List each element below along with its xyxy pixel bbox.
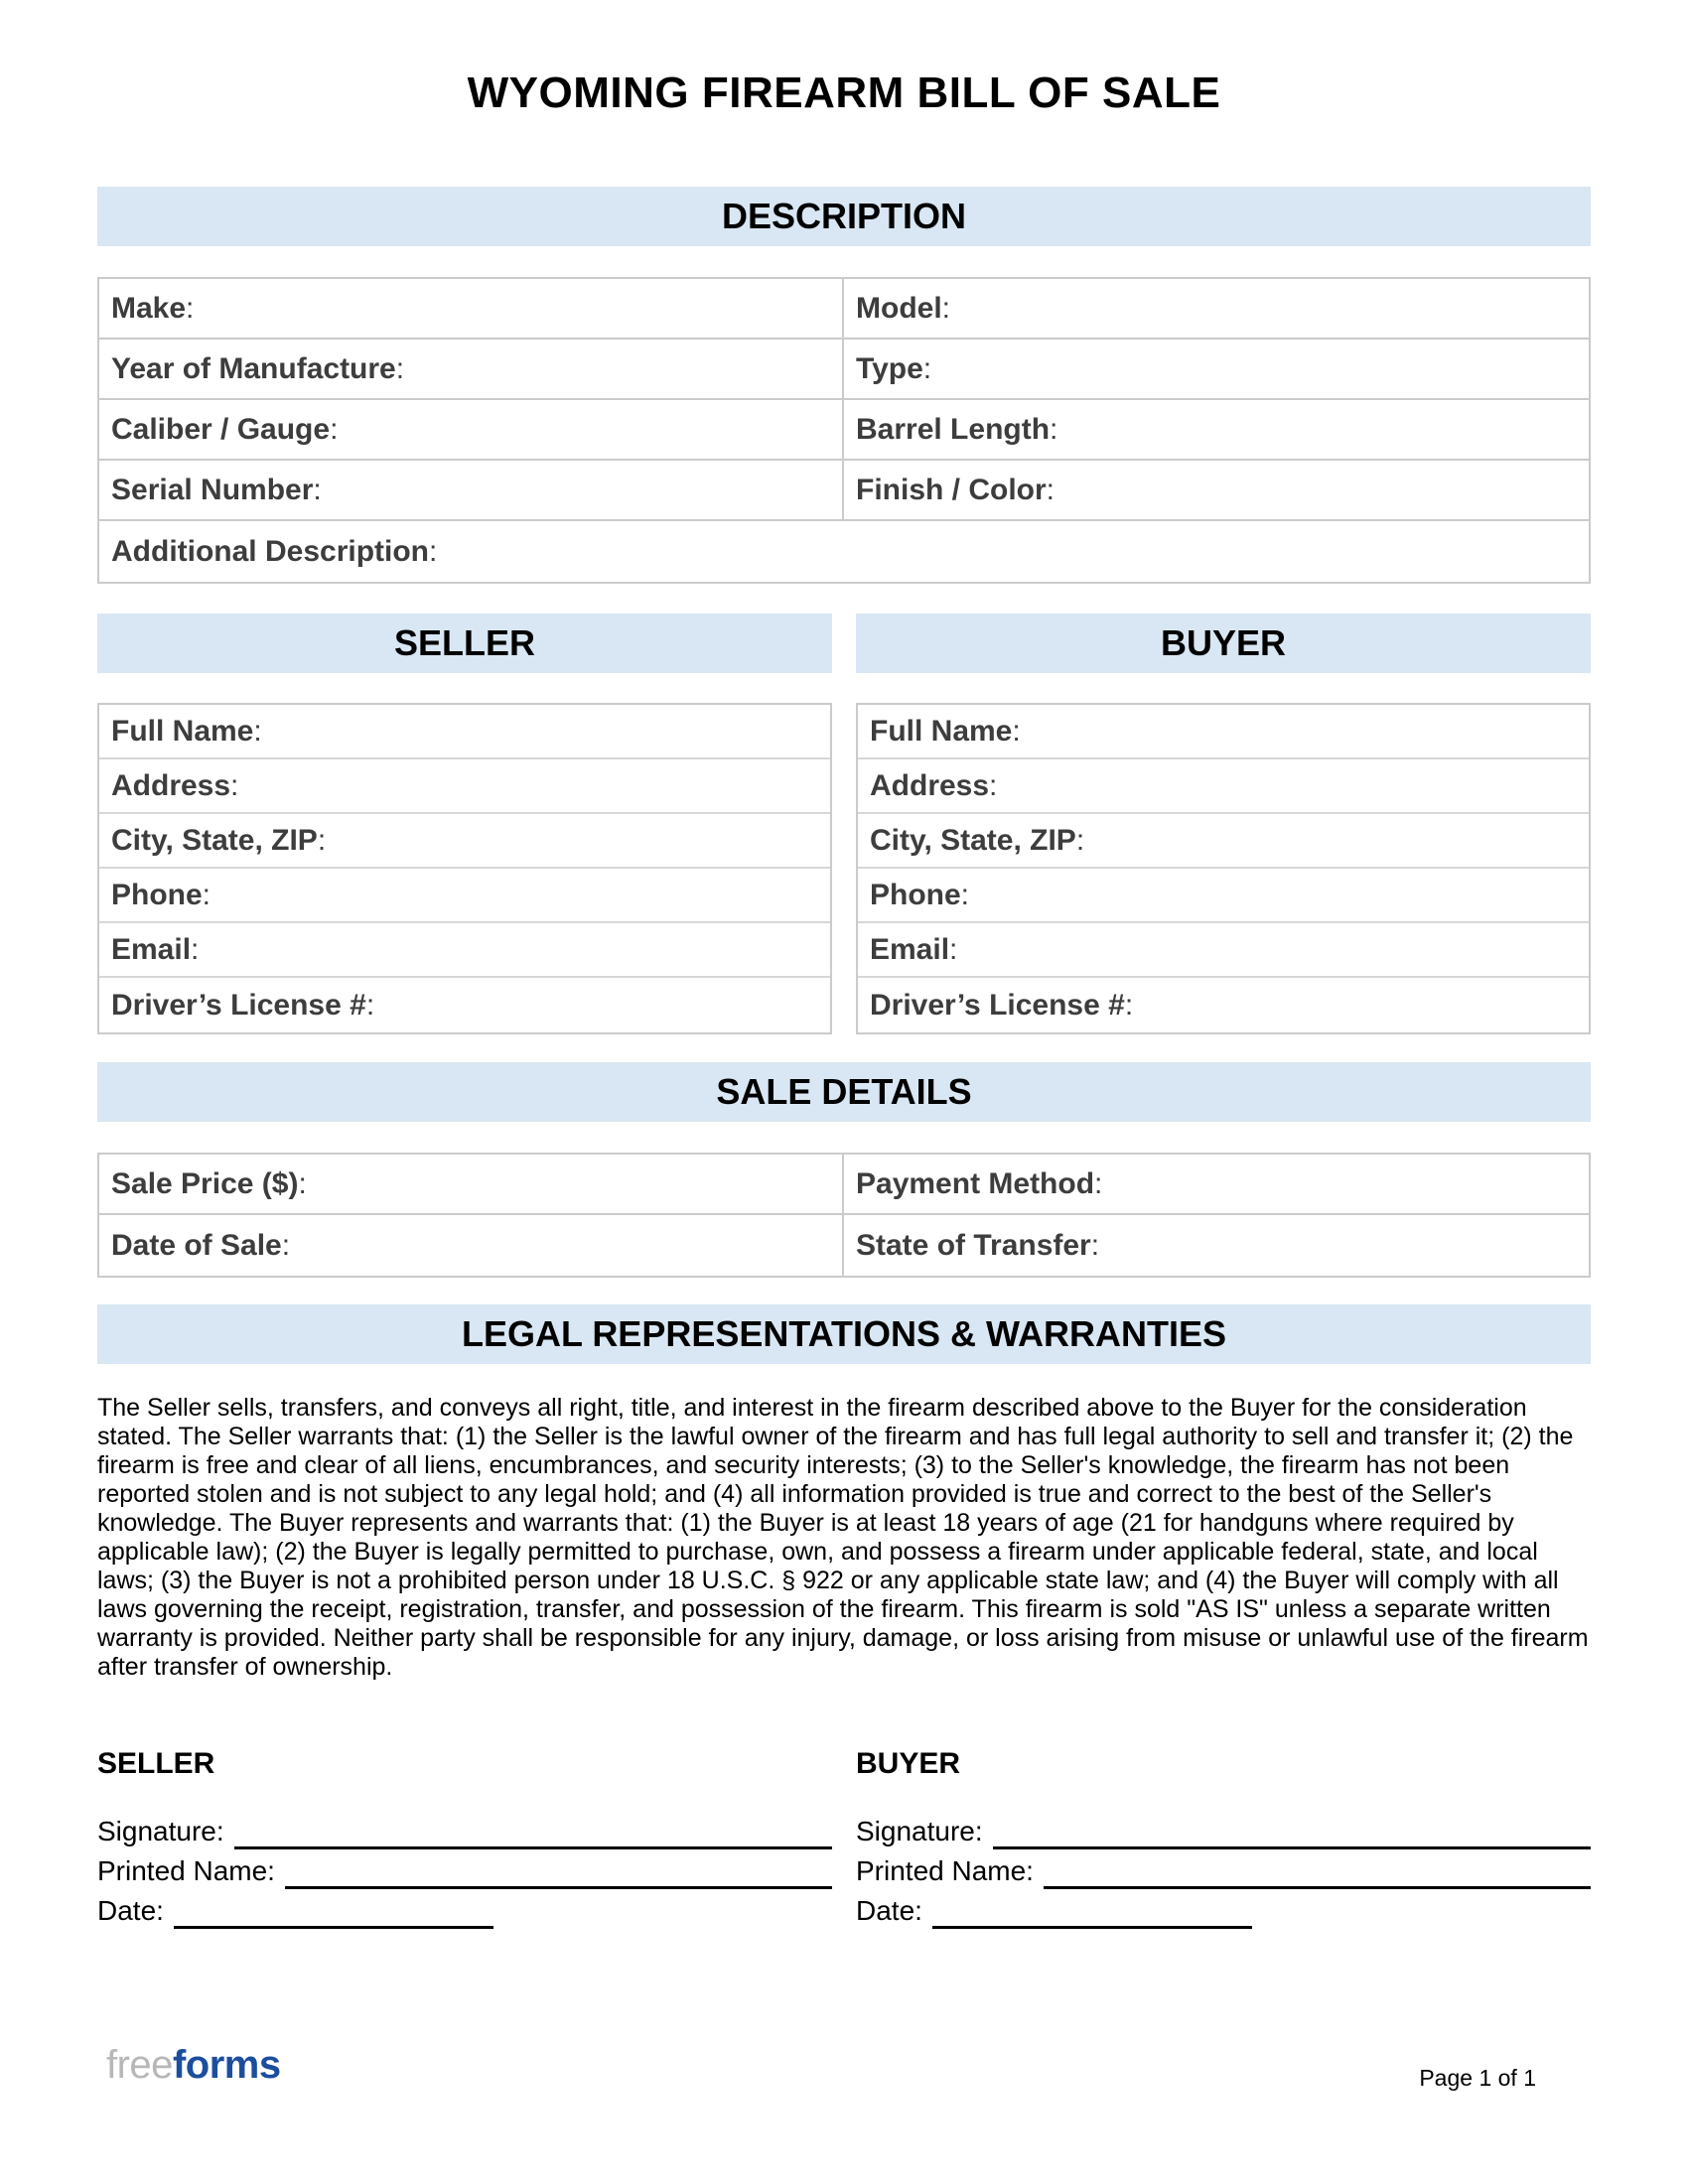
field-label: Sale Price ($) xyxy=(111,1166,299,1200)
table-cell xyxy=(99,1215,844,1276)
signature-field-label: Signature: xyxy=(856,1816,983,1846)
section-header-description: DESCRIPTION xyxy=(97,187,1591,246)
signature-line xyxy=(174,1899,493,1929)
field-label-colon: : xyxy=(949,932,958,966)
table-row xyxy=(858,923,1589,978)
table-row xyxy=(99,869,830,923)
signature-row xyxy=(97,1849,832,1889)
field-label: State of Transfer xyxy=(856,1228,1091,1262)
field-label-colon: : xyxy=(313,473,322,506)
table-cell xyxy=(844,1215,1589,1276)
field-label-colon: : xyxy=(1012,714,1021,748)
field-label-colon: : xyxy=(1046,473,1055,506)
table-row xyxy=(99,521,1589,582)
field-label: Full Name xyxy=(111,714,254,748)
field-label: City, State, ZIP xyxy=(870,823,1076,857)
field-label: Email xyxy=(870,932,950,966)
table-cell xyxy=(99,279,844,338)
field-label-colon: : xyxy=(1090,1228,1100,1262)
field-label-colon: : xyxy=(186,291,195,325)
field-label: Email xyxy=(111,932,192,966)
signature-line xyxy=(234,1820,832,1849)
document-content xyxy=(97,0,1591,1929)
buyer-table xyxy=(856,703,1591,1034)
page-number: Page 1 of 1 xyxy=(1419,2065,1536,2091)
field-label: Caliber / Gauge xyxy=(111,412,331,446)
field-label: Address xyxy=(111,768,231,802)
field-label-colon: : xyxy=(317,823,327,857)
table-cell xyxy=(99,340,844,398)
page-title: WYOMING FIREARM BILL OF SALE xyxy=(467,68,1221,117)
logo-text-free: free xyxy=(106,2043,173,2087)
field-label-colon: : xyxy=(989,768,998,802)
seller-table xyxy=(97,703,832,1034)
buyer-signature-rows xyxy=(856,1810,1591,1929)
signature-line xyxy=(285,1859,832,1889)
table-row xyxy=(99,814,830,869)
seller-signature-rows xyxy=(97,1810,832,1929)
table-row xyxy=(858,705,1589,759)
signature-field-label: Date: xyxy=(97,1895,164,1926)
section-header-buyer: BUYER xyxy=(856,614,1591,673)
freeforms-logo xyxy=(106,2041,281,2089)
field-label: Address xyxy=(870,768,990,802)
table-cell xyxy=(844,279,1589,338)
field-label: Type xyxy=(856,351,923,385)
field-label: Full Name xyxy=(870,714,1013,748)
table-row xyxy=(99,978,830,1032)
seller-signature-block xyxy=(97,1746,832,1929)
table-cell xyxy=(99,521,1589,582)
table-cell xyxy=(99,400,844,459)
field-label: City, State, ZIP xyxy=(111,823,318,857)
sale-details-table xyxy=(97,1153,1591,1278)
table-row xyxy=(99,705,830,759)
field-label: Make xyxy=(111,291,187,325)
field-label: Phone xyxy=(870,878,961,911)
field-label-colon: : xyxy=(395,351,405,385)
buyer-signature-block xyxy=(856,1746,1591,1929)
signature-line xyxy=(1044,1859,1591,1889)
party-tables-row xyxy=(97,703,1591,1034)
field-label: Driver’s License # xyxy=(870,988,1125,1022)
field-label: Finish / Color xyxy=(856,473,1047,506)
field-label-colon: : xyxy=(1075,823,1085,857)
table-row xyxy=(99,279,1589,340)
signature-row xyxy=(97,1810,832,1849)
field-label-colon: : xyxy=(429,534,438,568)
signature-field-label: Printed Name: xyxy=(97,1855,275,1886)
party-header-row xyxy=(97,614,1591,673)
field-label-colon: : xyxy=(960,878,970,911)
signature-section xyxy=(97,1746,1591,1929)
table-row xyxy=(858,978,1589,1032)
table-row xyxy=(858,869,1589,923)
field-label-colon: : xyxy=(191,932,200,966)
table-cell xyxy=(844,400,1589,459)
field-label-colon: : xyxy=(1094,1166,1103,1200)
section-header-sale-details: SALE DETAILS xyxy=(97,1062,1591,1122)
table-row xyxy=(99,400,1589,461)
table-row xyxy=(99,1215,1589,1276)
table-cell xyxy=(844,1155,1589,1213)
table-row xyxy=(99,1155,1589,1215)
table-cell xyxy=(844,340,1589,398)
field-label: Model xyxy=(856,291,942,325)
table-cell xyxy=(99,1155,844,1213)
section-header-legal: LEGAL REPRESENTATIONS & WARRANTIES xyxy=(97,1304,1591,1364)
table-row xyxy=(858,759,1589,814)
section-header-seller: SELLER xyxy=(97,614,832,673)
field-label: Driver’s License # xyxy=(111,988,366,1022)
field-label: Barrel Length xyxy=(856,412,1051,446)
field-label-colon: : xyxy=(941,291,951,325)
field-label: Serial Number xyxy=(111,473,314,506)
signature-row xyxy=(97,1889,832,1929)
signature-field-label: Date: xyxy=(856,1895,922,1926)
legal-paragraph: The Seller sells, transfers, and conveys all right, title, and interest in the firearm described above to the Buyer for the consideration stated. The Seller warrants that: (1) the Seller is the lawful owner of the firearm and has full legal authority to sell and transfer it; (2) the firearm is free and clear of all liens, encumbrances, and security interests; (3) to the Seller's knowledge, the firearm has not been reported stolen and is not subject to any legal hold; and (4) all information provided is true and correct to the best of the Seller's knowledge. The Buyer represents and warrants that: (1) the Buyer is at least 18 years of age (21 for handguns where required by applicable law); (2) the Buyer is legally permitted to purchase, own, and possess a firearm under applicable federal, state, and local laws; (3) the Buyer is not a prohibited person under 18 U.S.C. § 922 or any applicable state law; and (4) the Buyer will comply with all laws governing the receipt, registration, transfer, and possession of the firearm. This firearm is sold "AS IS" unless a separate written warranty is provided. Neither party shall be responsible for any injury, damage, or loss arising from misuse or unlawful use of the firearm after transfer of ownership. xyxy=(97,1394,1589,1681)
table-row xyxy=(99,340,1589,400)
field-label: Year of Manufacture xyxy=(111,351,396,385)
signature-field-label: Printed Name: xyxy=(856,1855,1034,1886)
field-label-colon: : xyxy=(281,1228,291,1262)
table-row xyxy=(99,923,830,978)
signature-row xyxy=(856,1849,1591,1889)
description-table xyxy=(97,277,1591,584)
table-row xyxy=(99,461,1589,521)
field-label-colon: : xyxy=(230,768,239,802)
field-label: Payment Method xyxy=(856,1166,1095,1200)
field-label: Additional Description xyxy=(111,534,430,568)
signature-row xyxy=(856,1889,1591,1929)
signature-line xyxy=(932,1899,1252,1929)
table-row xyxy=(858,814,1589,869)
logo-text-forms: forms xyxy=(172,2043,281,2087)
signature-line xyxy=(993,1820,1591,1849)
field-label-colon: : xyxy=(1050,412,1058,446)
signature-row xyxy=(856,1810,1591,1849)
field-label-colon: : xyxy=(298,1166,307,1200)
field-label-colon: : xyxy=(202,878,211,911)
field-label: Phone xyxy=(111,878,203,911)
field-label-colon: : xyxy=(330,412,339,446)
table-row xyxy=(99,759,830,814)
table-cell xyxy=(99,461,844,519)
table-cell xyxy=(844,461,1589,519)
field-label: Date of Sale xyxy=(111,1228,282,1262)
field-label-colon: : xyxy=(1124,988,1134,1022)
field-label-colon: : xyxy=(253,714,262,748)
field-label-colon: : xyxy=(922,351,932,385)
field-label-colon: : xyxy=(365,988,375,1022)
seller-signature-heading: SELLER xyxy=(97,1747,215,1780)
signature-field-label: Signature: xyxy=(97,1816,224,1846)
buyer-signature-heading: BUYER xyxy=(856,1747,961,1780)
